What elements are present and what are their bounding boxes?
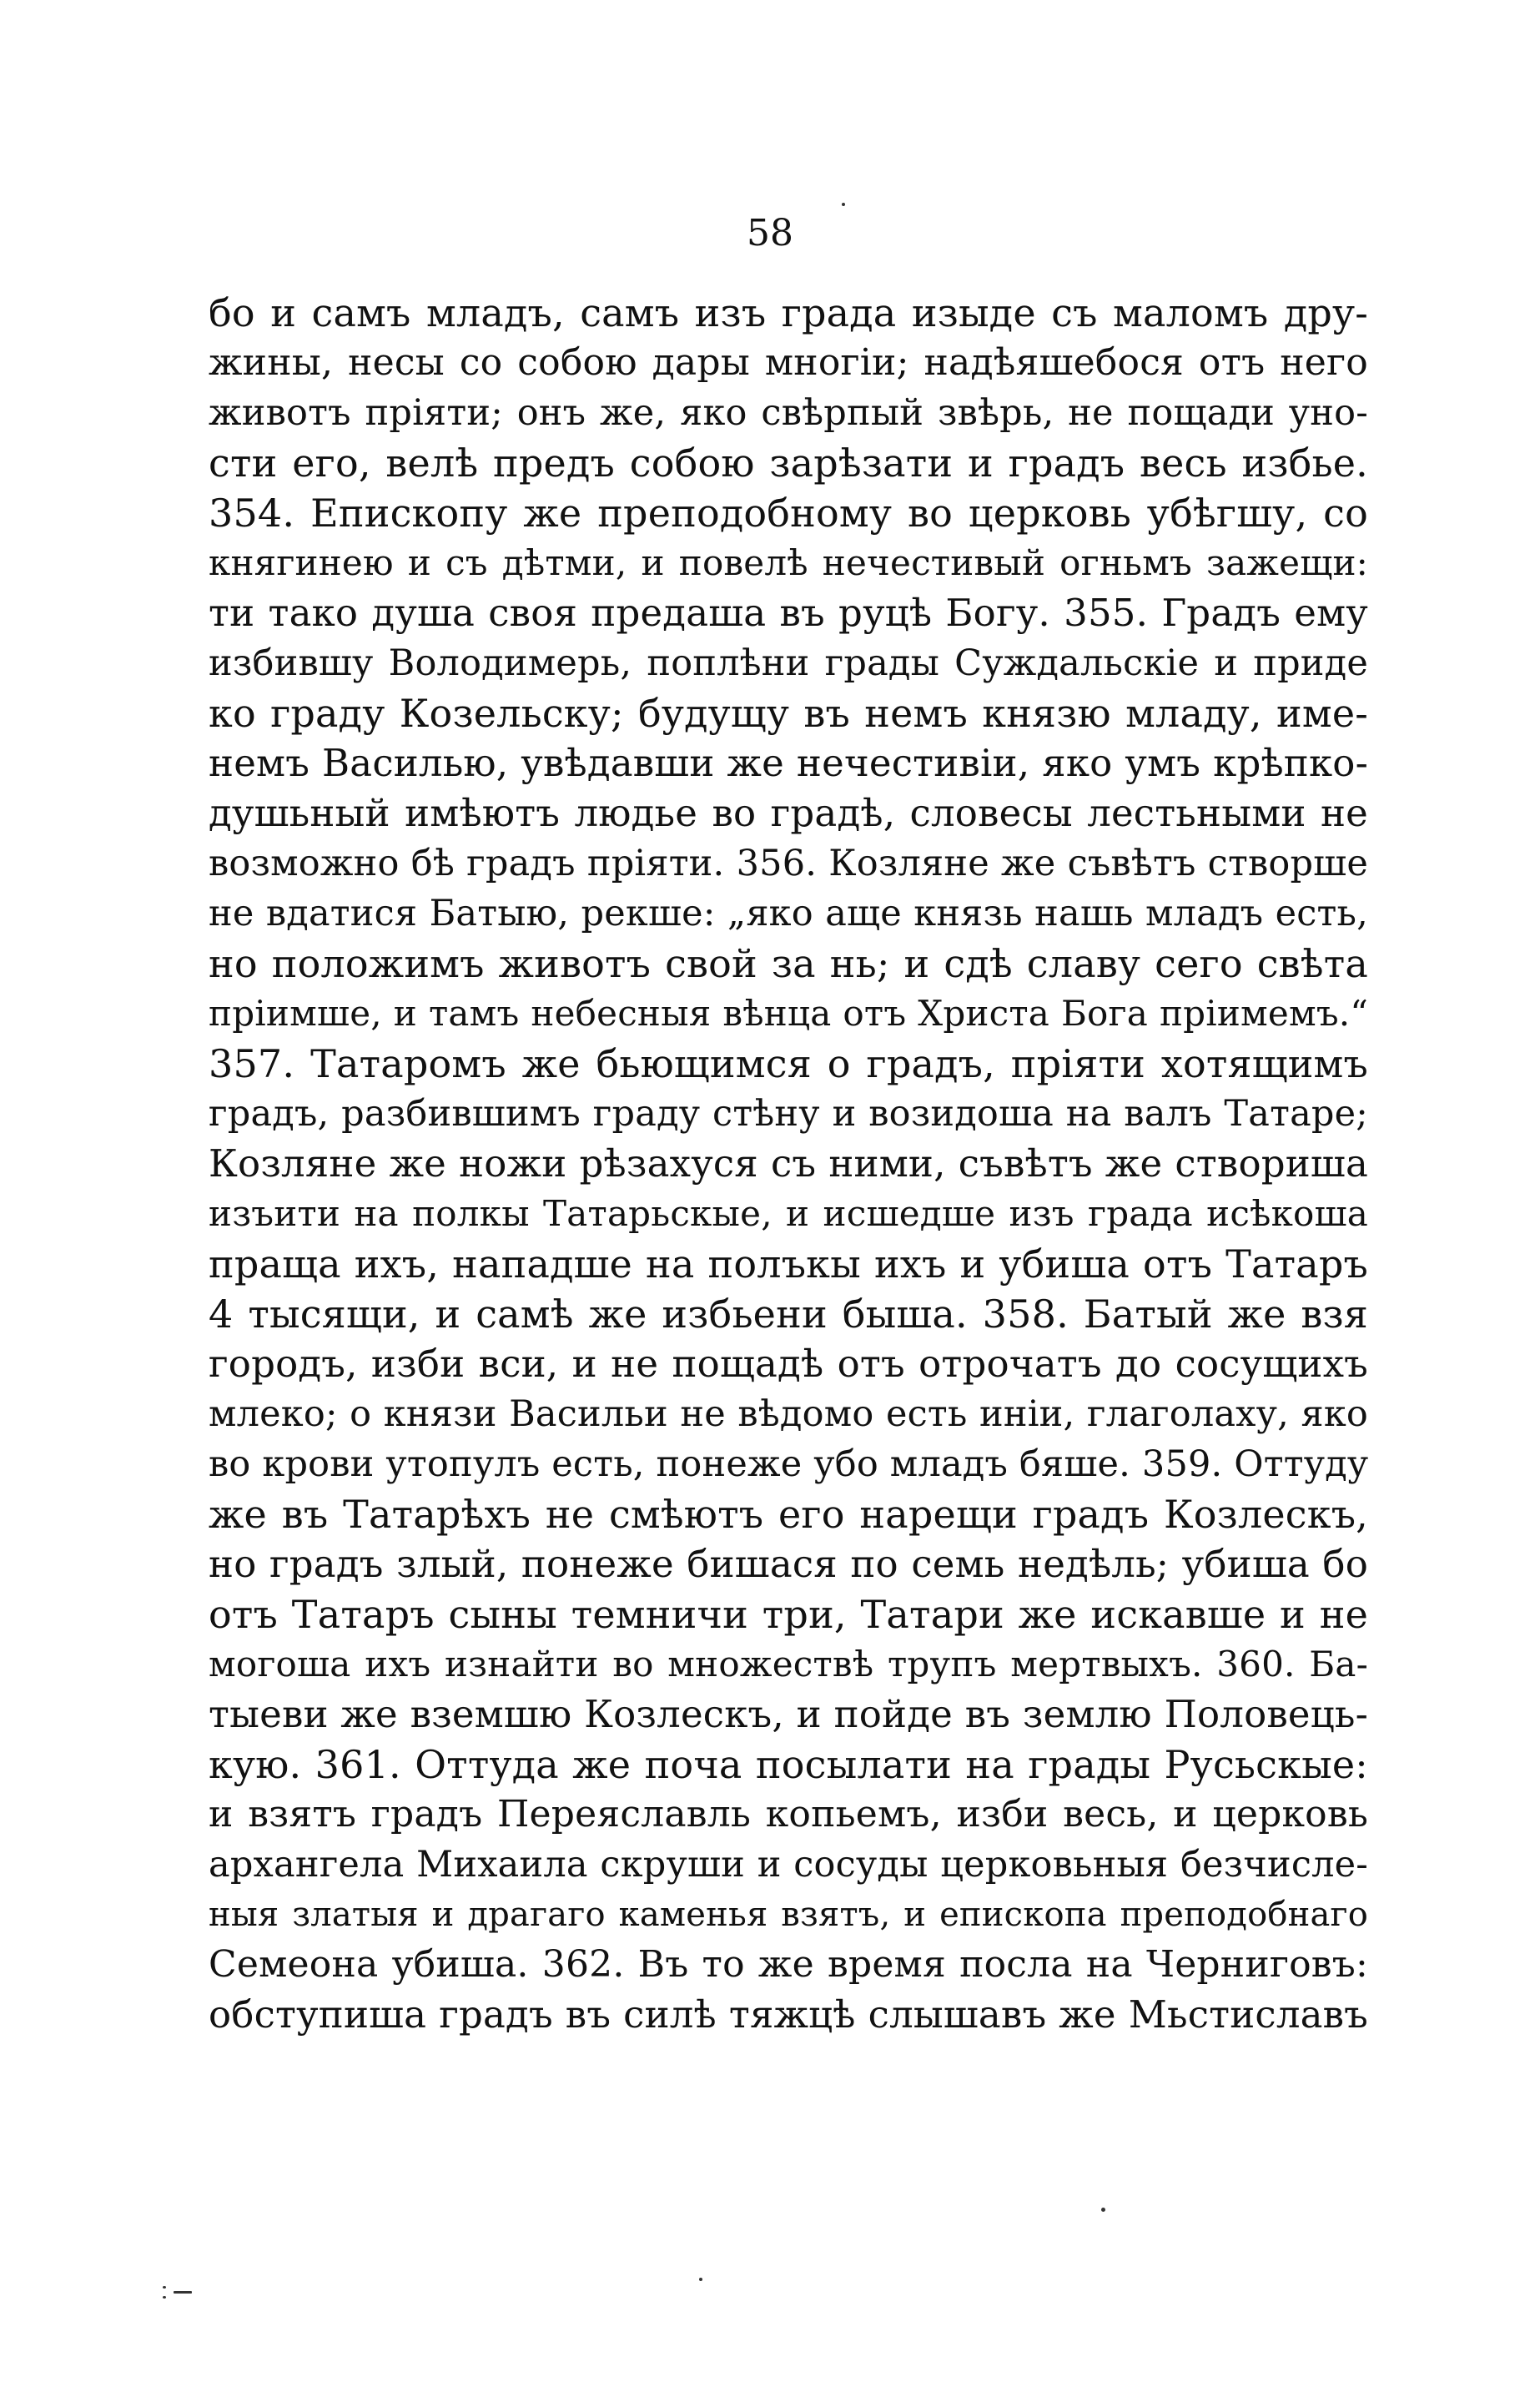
scan-speck — [842, 203, 845, 206]
text-line: кую. 361. Оттуда же поча посылати на грады Русьскые: — [209, 1742, 1368, 1787]
text-line: немъ Василью, увѣдавши же нечестивiи, яко умъ крѣпко- — [209, 741, 1368, 785]
text-line: тыеви же вземшю Козлескъ, и пойде въ землю Половець- — [209, 1692, 1368, 1736]
text-line: и взятъ градъ Переяславль копьемъ, изби весь, и церковь — [209, 1793, 1368, 1835]
text-line: городъ, изби вси, и не пощадѣ отъ отрочатъ до сосущихъ — [209, 1342, 1368, 1386]
text-line: отъ Татаръ сыны темничи три, Татари же искавше и не — [209, 1592, 1368, 1637]
scan-speck — [1101, 2208, 1105, 2212]
text-line: же въ Татарѣхъ не смѣютъ его нарещи градъ Козлескъ, — [209, 1492, 1368, 1537]
text-line: архангела Михаила скруши и сосуды церковьныя безчисле- — [209, 1844, 1368, 1886]
text-line: ко граду Козельску; будущу въ немъ князю младу, име- — [209, 691, 1368, 736]
text-line: изъити на полкы Татарьскые, и исшедше изъ града исѣкоша — [209, 1193, 1368, 1234]
text-line: млеко; о князи Васильи не вѣдомо есть инiи, глаголаху, яко — [209, 1393, 1368, 1435]
text-line: бо и самъ младъ, самъ изъ града изыде съ маломъ дру- — [209, 290, 1368, 335]
text-line: во крови утопулъ есть, понеже убо младъ бяше. 359. Оттуду — [209, 1443, 1369, 1485]
page-number: 58 — [747, 212, 793, 254]
text-line: сти его, велѣ предъ собою зарѣзати и градъ весь избье. — [209, 441, 1368, 486]
text-line: княгинею и съ дѣтми, и повелѣ нечестивый огньмъ зажещи: — [209, 542, 1368, 583]
text-line: обступиша градъ въ силѣ тяжцѣ слышавъ же Мьстиславъ — [209, 1992, 1368, 2037]
text-line: 357. Татаромъ же бьющимся о градъ, прiяти хотящимъ — [209, 1041, 1368, 1086]
text-line: Козляне же ножи рѣзахуся съ ними, съвѣтъ же створиша — [209, 1141, 1368, 1186]
text-line: ти тако душа своя предаша въ руцѣ Богу. 355. Градъ ему — [209, 591, 1368, 635]
scan-speck — [163, 2296, 166, 2299]
text-line: праща ихъ, нападше на полъкы ихъ и убиша отъ Татаръ — [209, 1241, 1368, 1287]
scan-speck — [174, 2291, 192, 2294]
body-text — [209, 288, 1368, 2040]
text-line: прiимше, и тамъ небесныя вѣнца отъ Христа Бога прiимемъ.“ — [209, 993, 1368, 1034]
text-line: 4 тысящи, и самѣ же избьени быша. 358. Батый же взя — [209, 1292, 1368, 1337]
text-line: животъ прiяти; онъ же, яко свѣрпый звѣрь, не пощади уно- — [209, 392, 1368, 434]
text-line: Семеона убиша. 362. Въ то же время посла на Черниговъ: — [209, 1943, 1368, 1986]
text-line: жины, несы со собою дары многiи; надѣяшебося отъ него — [209, 341, 1368, 384]
text-line: не вдатися Батыю, рекше: „яко аще князь нашь младъ есть, — [209, 893, 1368, 934]
text-line: возможно бѣ градъ прiяти. 356. Козляне же съвѣтъ створше — [209, 843, 1368, 884]
text-line: 354. Епископу же преподобному во церковь убѣгшу, со — [209, 491, 1368, 536]
text-line: но положимъ животъ свой за нь; и сдѣ славу сего свѣта — [209, 941, 1368, 986]
text-line: но градъ злый, понеже бишася по семь недѣль; убиша бо — [209, 1542, 1368, 1586]
text-line: избившу Володимерь, поплѣни грады Суждальскiе и приде — [209, 642, 1368, 684]
text-line: душьный имѣютъ людье во градѣ, словесы лестьными не — [209, 791, 1368, 835]
scan-speck — [163, 2286, 166, 2289]
scan-speck — [699, 2278, 702, 2281]
text-line: градъ, разбившимъ граду стѣну и возидоша на валъ Татаре; — [209, 1093, 1368, 1135]
text-line: могоша ихъ изнайти во множествѣ трупъ мертвыхъ. 360. Ба- — [209, 1644, 1368, 1684]
text-line: ныя златыя и драгаго каменья взятъ, и епископа преподобнаго — [209, 1896, 1368, 1934]
